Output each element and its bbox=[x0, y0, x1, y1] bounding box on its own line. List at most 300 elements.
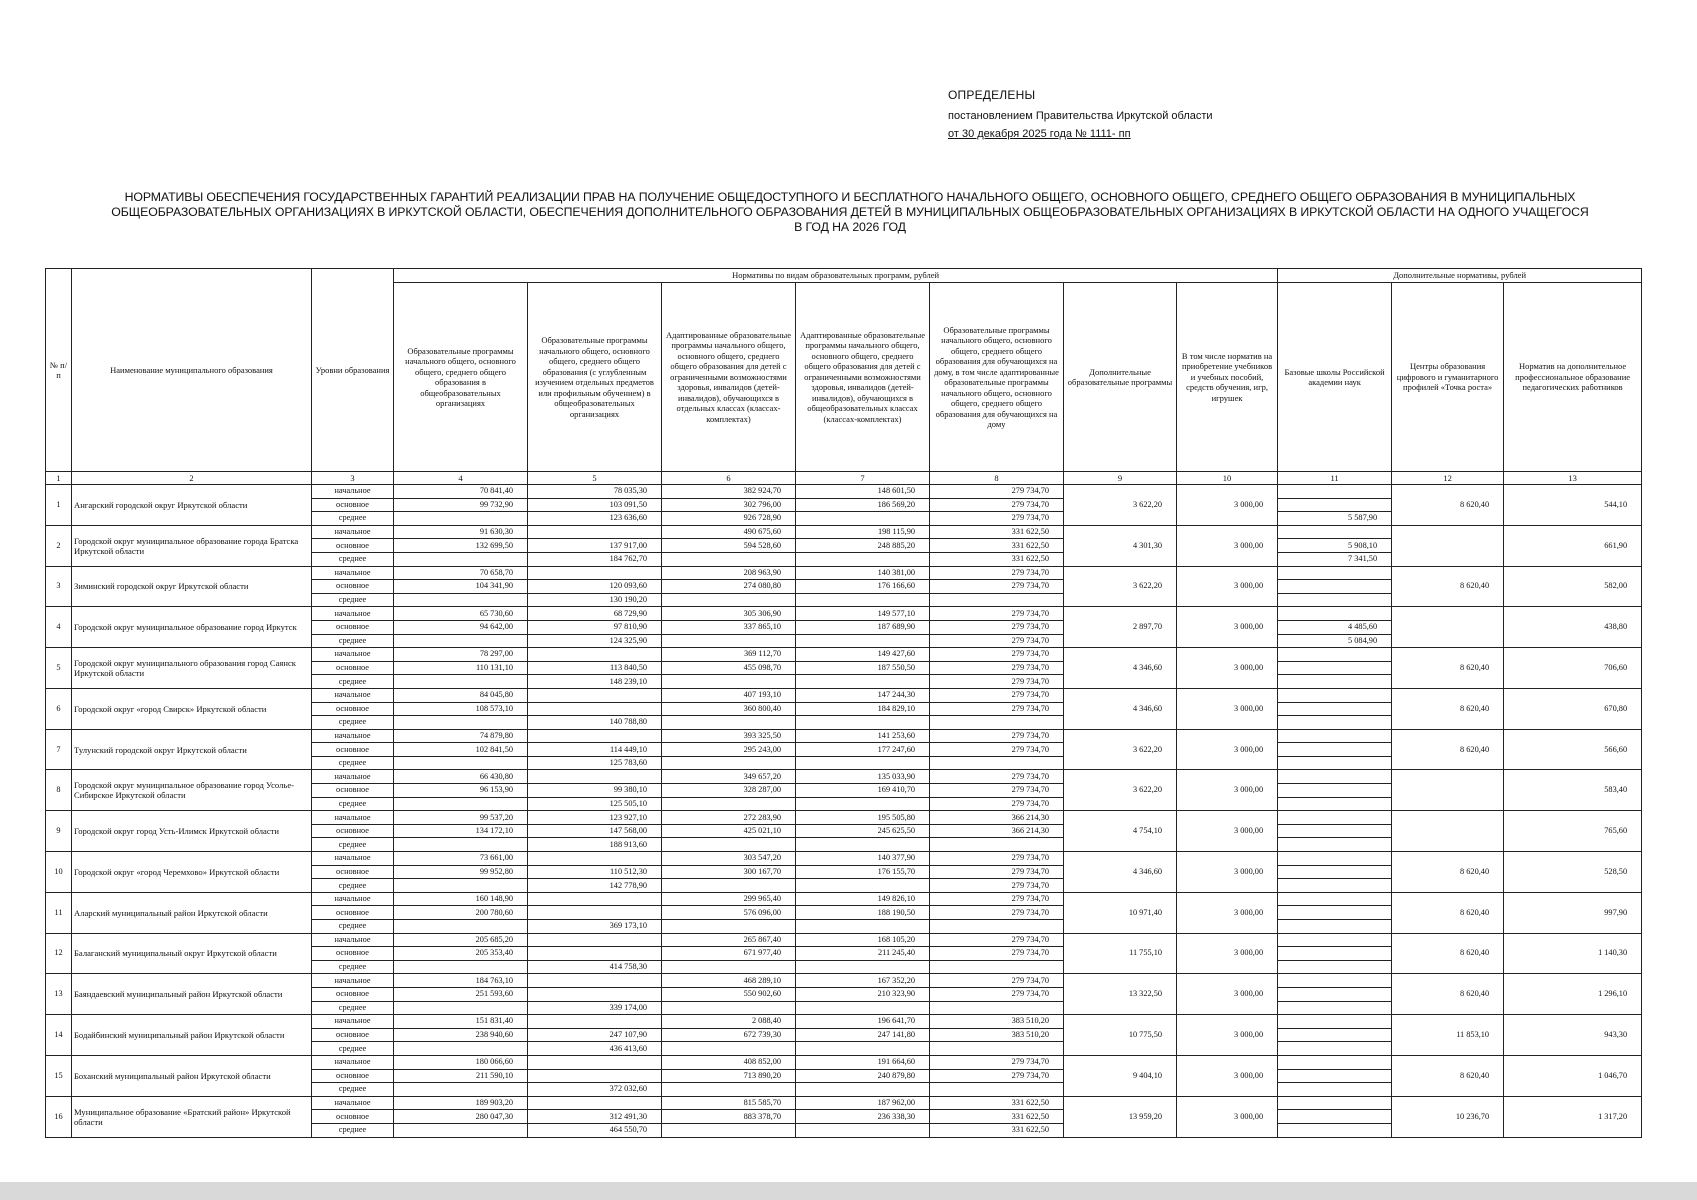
header-col-6: Адаптированные образовательные программы начального общего, основного общего, среднего общего образования для детей с ограниченными возможностями здоровья, инвалидов (детей-инвалидов), обучающихся в отдельных классах (классах-комплектах) bbox=[662, 283, 796, 472]
value-cell-c7: 176 166,60 bbox=[796, 580, 930, 594]
value-cell-c7: 177 247,60 bbox=[796, 743, 930, 757]
value-cell-c12 bbox=[1392, 607, 1504, 648]
value-cell-c5: 372 032,60 bbox=[528, 1083, 662, 1097]
value-cell-c4: 238 940,60 bbox=[394, 1028, 528, 1042]
value-cell-c4: 99 952,80 bbox=[394, 865, 528, 879]
header-level: Уровни образования bbox=[312, 269, 394, 472]
value-cell-c7 bbox=[796, 920, 930, 934]
value-cell-c11 bbox=[1278, 933, 1392, 947]
table-row bbox=[46, 770, 1642, 784]
value-cell-c6 bbox=[662, 716, 796, 730]
education-level: основное bbox=[312, 906, 394, 920]
value-cell-c6: 360 800,40 bbox=[662, 702, 796, 716]
value-cell-c11 bbox=[1278, 1015, 1392, 1029]
value-cell-c7 bbox=[796, 797, 930, 811]
value-cell-c10: 3 000,00 bbox=[1177, 566, 1278, 607]
value-cell-c6 bbox=[662, 593, 796, 607]
value-cell-c8: 279 734,70 bbox=[930, 512, 1064, 526]
table-row bbox=[46, 1055, 1642, 1069]
value-cell-c6: 490 675,60 bbox=[662, 525, 796, 539]
value-cell-c5 bbox=[528, 933, 662, 947]
value-cell-c8 bbox=[930, 960, 1064, 974]
value-cell-c4: 70 841,40 bbox=[394, 485, 528, 499]
value-cell-c6: 302 796,00 bbox=[662, 498, 796, 512]
value-cell-c9: 4 346,60 bbox=[1064, 852, 1177, 893]
value-cell-c5: 120 093,60 bbox=[528, 580, 662, 594]
value-cell-c7 bbox=[796, 552, 930, 566]
value-cell-c8: 279 734,70 bbox=[930, 892, 1064, 906]
education-level: начальное bbox=[312, 566, 394, 580]
value-cell-c11 bbox=[1278, 974, 1392, 988]
value-cell-c6 bbox=[662, 1123, 796, 1137]
value-cell-c8: 279 734,70 bbox=[930, 879, 1064, 893]
education-level: основное bbox=[312, 1069, 394, 1083]
value-cell-c7 bbox=[796, 512, 930, 526]
value-cell-c6: 300 167,70 bbox=[662, 865, 796, 879]
value-cell-c8: 279 734,70 bbox=[930, 1055, 1064, 1069]
value-cell-c7 bbox=[796, 1001, 930, 1015]
title-line-2: ОБЩЕОБРАЗОВАТЕЛЬНЫХ ОРГАНИЗАЦИЯХ В ИРКУТСКОЙ ОБЛАСТИ, ОБЕСПЕЧЕНИЯ ДОПОЛНИТЕЛЬНОГО ОБРАЗОВАНИЯ ДЕТЕЙ В МУНИЦИПАЛЬНЫХ ОБЩЕОБРАЗОВАТЕЛЬНЫХ ОРГАНИЗАЦИЯХ В ИРКУТСКОЙ ОБЛАСТИ НА ОДНОГО УЧАЩЕГОСЯ bbox=[111, 205, 1589, 219]
value-cell-c11 bbox=[1278, 852, 1392, 866]
value-cell-c6: 468 289,10 bbox=[662, 974, 796, 988]
value-cell-c12: 8 620,40 bbox=[1392, 1055, 1504, 1096]
value-cell-c5 bbox=[528, 688, 662, 702]
value-cell-c7: 240 879,80 bbox=[796, 1069, 930, 1083]
value-cell-c6: 594 528,60 bbox=[662, 539, 796, 553]
value-cell-c7: 168 105,20 bbox=[796, 933, 930, 947]
value-cell-c6: 550 902,60 bbox=[662, 987, 796, 1001]
education-level: среднее bbox=[312, 634, 394, 648]
value-cell-c4: 84 045,80 bbox=[394, 688, 528, 702]
value-cell-c8 bbox=[930, 1083, 1064, 1097]
value-cell-c8 bbox=[930, 716, 1064, 730]
norms-table-container bbox=[45, 268, 1642, 1138]
value-cell-c11 bbox=[1278, 920, 1392, 934]
value-cell-c9: 13 322,50 bbox=[1064, 974, 1177, 1015]
value-cell-c11 bbox=[1278, 865, 1392, 879]
education-level: начальное bbox=[312, 688, 394, 702]
value-cell-c4: 70 658,70 bbox=[394, 566, 528, 580]
value-cell-c4: 74 879,80 bbox=[394, 729, 528, 743]
value-cell-c5 bbox=[528, 566, 662, 580]
value-cell-c8: 279 734,70 bbox=[930, 933, 1064, 947]
value-cell-c6: 328 287,00 bbox=[662, 784, 796, 798]
education-level: основное bbox=[312, 784, 394, 798]
value-cell-c5: 140 788,80 bbox=[528, 716, 662, 730]
value-cell-c11 bbox=[1278, 648, 1392, 662]
value-cell-c6: 208 963,90 bbox=[662, 566, 796, 580]
value-cell-c4: 99 732,90 bbox=[394, 498, 528, 512]
table-row bbox=[46, 974, 1642, 988]
value-cell-c7 bbox=[796, 593, 930, 607]
value-cell-c7: 149 577,10 bbox=[796, 607, 930, 621]
value-cell-c5 bbox=[528, 974, 662, 988]
value-cell-c4: 66 430,80 bbox=[394, 770, 528, 784]
row-number: 5 bbox=[46, 648, 72, 689]
value-cell-c8: 331 622,50 bbox=[930, 1096, 1064, 1110]
value-cell-c5 bbox=[528, 852, 662, 866]
value-cell-c7: 148 601,50 bbox=[796, 485, 930, 499]
table-row bbox=[46, 852, 1642, 866]
education-level: начальное bbox=[312, 974, 394, 988]
value-cell-c12: 8 620,40 bbox=[1392, 566, 1504, 607]
value-cell-c8: 279 734,70 bbox=[930, 620, 1064, 634]
value-cell-c4: 205 353,40 bbox=[394, 947, 528, 961]
value-cell-c6 bbox=[662, 920, 796, 934]
value-cell-c5: 125 505,10 bbox=[528, 797, 662, 811]
municipality-name: Городской округ «город Черемхово» Иркутской области bbox=[72, 852, 312, 893]
value-cell-c6: 295 243,00 bbox=[662, 743, 796, 757]
value-cell-c8: 279 734,70 bbox=[930, 688, 1064, 702]
value-cell-c4: 211 590,10 bbox=[394, 1069, 528, 1083]
value-cell-c5: 113 840,50 bbox=[528, 661, 662, 675]
value-cell-c7: 245 625,50 bbox=[796, 824, 930, 838]
row-number: 3 bbox=[46, 566, 72, 607]
value-cell-c5: 247 107,90 bbox=[528, 1028, 662, 1042]
value-cell-c8: 279 734,70 bbox=[930, 865, 1064, 879]
education-level: основное bbox=[312, 987, 394, 1001]
value-cell-c4: 200 780,60 bbox=[394, 906, 528, 920]
education-level: среднее bbox=[312, 1123, 394, 1137]
value-cell-c5: 103 091,50 bbox=[528, 498, 662, 512]
value-cell-c5 bbox=[528, 906, 662, 920]
value-cell-c7: 195 505,80 bbox=[796, 811, 930, 825]
value-cell-c10: 3 000,00 bbox=[1177, 729, 1278, 770]
value-cell-c6: 926 728,90 bbox=[662, 512, 796, 526]
value-cell-c6 bbox=[662, 1001, 796, 1015]
value-cell-c4 bbox=[394, 838, 528, 852]
value-cell-c4: 205 685,20 bbox=[394, 933, 528, 947]
row-number: 15 bbox=[46, 1055, 72, 1096]
row-number: 6 bbox=[46, 688, 72, 729]
page-bottom-edge bbox=[0, 1182, 1697, 1200]
value-cell-c6: 272 283,90 bbox=[662, 811, 796, 825]
value-cell-c5: 142 778,90 bbox=[528, 879, 662, 893]
value-cell-c10: 3 000,00 bbox=[1177, 648, 1278, 689]
value-cell-c6: 2 088,40 bbox=[662, 1015, 796, 1029]
value-cell-c9: 10 775,50 bbox=[1064, 1015, 1177, 1056]
value-cell-c11 bbox=[1278, 784, 1392, 798]
value-cell-c11 bbox=[1278, 1055, 1392, 1069]
value-cell-c11 bbox=[1278, 797, 1392, 811]
value-cell-c7 bbox=[796, 960, 930, 974]
value-cell-c7: 135 033,90 bbox=[796, 770, 930, 784]
value-cell-c4: 132 699,50 bbox=[394, 539, 528, 553]
value-cell-c11 bbox=[1278, 770, 1392, 784]
value-cell-c5: 68 729,90 bbox=[528, 607, 662, 621]
education-level: начальное bbox=[312, 607, 394, 621]
value-cell-c11 bbox=[1278, 607, 1392, 621]
approval-line-1: ОПРЕДЕЛЕНЫ bbox=[948, 88, 1036, 102]
header-col-13: Норматив на дополнительное профессиональное образование педагогических работников bbox=[1504, 283, 1642, 472]
value-cell-c4 bbox=[394, 756, 528, 770]
value-cell-c4: 104 341,90 bbox=[394, 580, 528, 594]
value-cell-c6 bbox=[662, 1042, 796, 1056]
value-cell-c8: 279 734,70 bbox=[930, 729, 1064, 743]
value-cell-c5 bbox=[528, 702, 662, 716]
value-cell-c6: 815 585,70 bbox=[662, 1096, 796, 1110]
value-cell-c5 bbox=[528, 729, 662, 743]
value-cell-c10: 3 000,00 bbox=[1177, 485, 1278, 526]
value-cell-c6: 274 080,80 bbox=[662, 580, 796, 594]
row-number: 14 bbox=[46, 1015, 72, 1056]
education-level: начальное bbox=[312, 933, 394, 947]
value-cell-c6: 672 739,30 bbox=[662, 1028, 796, 1042]
table-row bbox=[46, 525, 1642, 539]
table-row bbox=[46, 688, 1642, 702]
value-cell-c5: 124 325,90 bbox=[528, 634, 662, 648]
row-number: 11 bbox=[46, 892, 72, 933]
value-cell-c11: 5 587,90 bbox=[1278, 512, 1392, 526]
value-cell-c13: 943,30 bbox=[1504, 1015, 1642, 1056]
value-cell-c7 bbox=[796, 634, 930, 648]
value-cell-c8: 279 734,70 bbox=[930, 634, 1064, 648]
value-cell-c10: 3 000,00 bbox=[1177, 770, 1278, 811]
education-level: среднее bbox=[312, 593, 394, 607]
value-cell-c5 bbox=[528, 1096, 662, 1110]
column-number: 6 bbox=[662, 472, 796, 485]
value-cell-c4: 102 841,50 bbox=[394, 743, 528, 757]
value-cell-c9: 3 622,20 bbox=[1064, 566, 1177, 607]
value-cell-c9: 13 959,20 bbox=[1064, 1096, 1177, 1137]
table-row bbox=[46, 485, 1642, 499]
value-cell-c9: 4 346,60 bbox=[1064, 688, 1177, 729]
education-level: основное bbox=[312, 824, 394, 838]
education-level: начальное bbox=[312, 729, 394, 743]
education-level: среднее bbox=[312, 675, 394, 689]
municipality-name: Аларский муниципальный район Иркутской области bbox=[72, 892, 312, 933]
value-cell-c8: 331 622,50 bbox=[930, 1110, 1064, 1124]
value-cell-c6 bbox=[662, 797, 796, 811]
value-cell-c7 bbox=[796, 1123, 930, 1137]
table-row bbox=[46, 1096, 1642, 1110]
value-cell-c7: 186 569,20 bbox=[796, 498, 930, 512]
value-cell-c11 bbox=[1278, 743, 1392, 757]
value-cell-c4 bbox=[394, 1001, 528, 1015]
column-number: 3 bbox=[312, 472, 394, 485]
value-cell-c4 bbox=[394, 512, 528, 526]
value-cell-c9: 4 346,60 bbox=[1064, 648, 1177, 689]
value-cell-c11 bbox=[1278, 960, 1392, 974]
value-cell-c7: 167 352,20 bbox=[796, 974, 930, 988]
value-cell-c4: 110 131,10 bbox=[394, 661, 528, 675]
value-cell-c10: 3 000,00 bbox=[1177, 1096, 1278, 1137]
table-row bbox=[46, 1015, 1642, 1029]
value-cell-c11: 5 908,10 bbox=[1278, 539, 1392, 553]
value-cell-c8: 383 510,20 bbox=[930, 1015, 1064, 1029]
value-cell-c4: 280 047,30 bbox=[394, 1110, 528, 1124]
header-col-11: Базовые школы Российской академии наук bbox=[1278, 283, 1392, 472]
value-cell-c8: 279 734,70 bbox=[930, 702, 1064, 716]
value-cell-c5 bbox=[528, 648, 662, 662]
municipality-name: Боханский муниципальный район Иркутской области bbox=[72, 1055, 312, 1096]
value-cell-c8: 279 734,70 bbox=[930, 770, 1064, 784]
municipality-name: Зиминский городской округ Иркутской области bbox=[72, 566, 312, 607]
table-row bbox=[46, 811, 1642, 825]
municipality-name: Муниципальное образование «Братский район» Иркутской области bbox=[72, 1096, 312, 1137]
value-cell-c5: 436 413,60 bbox=[528, 1042, 662, 1056]
value-cell-c7: 236 338,30 bbox=[796, 1110, 930, 1124]
education-level: среднее bbox=[312, 797, 394, 811]
value-cell-c5: 78 035,30 bbox=[528, 485, 662, 499]
education-level: основное bbox=[312, 865, 394, 879]
value-cell-c12: 8 620,40 bbox=[1392, 485, 1504, 526]
value-cell-c8 bbox=[930, 1042, 1064, 1056]
value-cell-c8: 279 734,70 bbox=[930, 797, 1064, 811]
value-cell-c4 bbox=[394, 593, 528, 607]
value-cell-c10: 3 000,00 bbox=[1177, 974, 1278, 1015]
table-header bbox=[46, 269, 1642, 485]
value-cell-c6 bbox=[662, 1083, 796, 1097]
value-cell-c7: 191 664,60 bbox=[796, 1055, 930, 1069]
value-cell-c5: 369 173,10 bbox=[528, 920, 662, 934]
document-title bbox=[30, 190, 1670, 235]
value-cell-c5 bbox=[528, 1015, 662, 1029]
column-number: 4 bbox=[394, 472, 528, 485]
row-number: 16 bbox=[46, 1096, 72, 1137]
value-cell-c11 bbox=[1278, 716, 1392, 730]
value-cell-c10: 3 000,00 bbox=[1177, 1055, 1278, 1096]
education-level: среднее bbox=[312, 960, 394, 974]
value-cell-c11 bbox=[1278, 661, 1392, 675]
value-cell-c11 bbox=[1278, 892, 1392, 906]
value-cell-c9: 9 404,10 bbox=[1064, 1055, 1177, 1096]
column-number: 9 bbox=[1064, 472, 1177, 485]
value-cell-c11: 7 341,50 bbox=[1278, 552, 1392, 566]
value-cell-c6: 407 193,10 bbox=[662, 688, 796, 702]
education-level: основное bbox=[312, 1028, 394, 1042]
value-cell-c5: 125 783,60 bbox=[528, 756, 662, 770]
education-level: основное bbox=[312, 620, 394, 634]
value-cell-c7 bbox=[796, 675, 930, 689]
value-cell-c8: 279 734,70 bbox=[930, 580, 1064, 594]
row-number: 1 bbox=[46, 485, 72, 526]
education-level: начальное bbox=[312, 1096, 394, 1110]
value-cell-c8: 383 510,20 bbox=[930, 1028, 1064, 1042]
value-cell-c7: 211 245,40 bbox=[796, 947, 930, 961]
value-cell-c5 bbox=[528, 947, 662, 961]
value-cell-c7: 176 155,70 bbox=[796, 865, 930, 879]
table-row bbox=[46, 607, 1642, 621]
value-cell-c12: 11 853,10 bbox=[1392, 1015, 1504, 1056]
education-level: среднее bbox=[312, 879, 394, 893]
education-level: основное bbox=[312, 498, 394, 512]
value-cell-c11 bbox=[1278, 485, 1392, 499]
value-cell-c13: 528,50 bbox=[1504, 852, 1642, 893]
value-cell-c4: 184 763,10 bbox=[394, 974, 528, 988]
value-cell-c6 bbox=[662, 634, 796, 648]
value-cell-c13: 582,00 bbox=[1504, 566, 1642, 607]
header-number: № п/п bbox=[46, 269, 72, 472]
header-municipality: Наименование муниципального образования bbox=[72, 269, 312, 472]
row-number: 13 bbox=[46, 974, 72, 1015]
value-cell-c8: 279 734,70 bbox=[930, 485, 1064, 499]
value-cell-c6: 337 865,10 bbox=[662, 620, 796, 634]
header-col-5: Образовательные программы начального общего, основного общего, среднего общего образования (с углубленным изучением отдельных предметов или профильным обучением) в общеобразовательных организациях bbox=[528, 283, 662, 472]
value-cell-c4: 251 593,60 bbox=[394, 987, 528, 1001]
value-cell-c5 bbox=[528, 525, 662, 539]
header-col-10: В том числе норматив на приобретение учебников и учебных пособий, средств обучения, игр, игрушек bbox=[1177, 283, 1278, 472]
value-cell-c4: 180 066,60 bbox=[394, 1055, 528, 1069]
value-cell-c5: 188 913,60 bbox=[528, 838, 662, 852]
value-cell-c11 bbox=[1278, 702, 1392, 716]
value-cell-c7: 184 829,10 bbox=[796, 702, 930, 716]
value-cell-c7: 149 826,10 bbox=[796, 892, 930, 906]
value-cell-c10: 3 000,00 bbox=[1177, 811, 1278, 852]
value-cell-c6 bbox=[662, 756, 796, 770]
education-level: основное bbox=[312, 947, 394, 961]
value-cell-c13: 1 140,30 bbox=[1504, 933, 1642, 974]
value-cell-c10: 3 000,00 bbox=[1177, 892, 1278, 933]
value-cell-c11 bbox=[1278, 580, 1392, 594]
education-level: начальное bbox=[312, 648, 394, 662]
column-number: 12 bbox=[1392, 472, 1504, 485]
approval-line-2: постановлением Правительства Иркутской области bbox=[948, 110, 1213, 122]
value-cell-c6: 369 112,70 bbox=[662, 648, 796, 662]
value-cell-c7: 248 885,20 bbox=[796, 539, 930, 553]
value-cell-c9: 3 622,20 bbox=[1064, 729, 1177, 770]
value-cell-c5 bbox=[528, 1069, 662, 1083]
row-number: 9 bbox=[46, 811, 72, 852]
value-cell-c12: 8 620,40 bbox=[1392, 648, 1504, 689]
value-cell-c12 bbox=[1392, 811, 1504, 852]
value-cell-c11 bbox=[1278, 906, 1392, 920]
value-cell-c6 bbox=[662, 675, 796, 689]
value-cell-c10: 3 000,00 bbox=[1177, 933, 1278, 974]
value-cell-c5: 110 512,30 bbox=[528, 865, 662, 879]
value-cell-c7 bbox=[796, 838, 930, 852]
value-cell-c5: 147 568,00 bbox=[528, 824, 662, 838]
value-cell-c12: 8 620,40 bbox=[1392, 688, 1504, 729]
value-cell-c7: 188 190,50 bbox=[796, 906, 930, 920]
value-cell-c4: 91 630,30 bbox=[394, 525, 528, 539]
value-cell-c5: 97 810,90 bbox=[528, 620, 662, 634]
value-cell-c11 bbox=[1278, 566, 1392, 580]
table-row bbox=[46, 933, 1642, 947]
value-cell-c5: 137 917,00 bbox=[528, 539, 662, 553]
value-cell-c5 bbox=[528, 770, 662, 784]
column-number: 1 bbox=[46, 472, 72, 485]
value-cell-c8: 279 734,70 bbox=[930, 743, 1064, 757]
table-body bbox=[46, 485, 1642, 1138]
value-cell-c11 bbox=[1278, 593, 1392, 607]
value-cell-c4: 151 831,40 bbox=[394, 1015, 528, 1029]
value-cell-c6: 393 325,50 bbox=[662, 729, 796, 743]
education-level: начальное bbox=[312, 892, 394, 906]
education-level: начальное bbox=[312, 852, 394, 866]
value-cell-c6: 382 924,70 bbox=[662, 485, 796, 499]
row-number: 2 bbox=[46, 525, 72, 566]
value-cell-c13: 583,40 bbox=[1504, 770, 1642, 811]
value-cell-c11 bbox=[1278, 525, 1392, 539]
value-cell-c8: 331 622,50 bbox=[930, 552, 1064, 566]
header-col-12: Центры образования цифрового и гуманитарного профилей «Точка роста» bbox=[1392, 283, 1504, 472]
column-number: 2 bbox=[72, 472, 312, 485]
value-cell-c8: 279 734,70 bbox=[930, 498, 1064, 512]
value-cell-c11 bbox=[1278, 729, 1392, 743]
value-cell-c9: 11 755,10 bbox=[1064, 933, 1177, 974]
value-cell-c4 bbox=[394, 1042, 528, 1056]
header-group-main: Нормативы по видам образовательных программ, рублей bbox=[394, 269, 1278, 283]
value-cell-c11 bbox=[1278, 498, 1392, 512]
value-cell-c7 bbox=[796, 716, 930, 730]
municipality-name: Городской округ муниципальное образование город Иркутск bbox=[72, 607, 312, 648]
value-cell-c8: 366 214,30 bbox=[930, 811, 1064, 825]
value-cell-c11 bbox=[1278, 1083, 1392, 1097]
value-cell-c7: 187 689,90 bbox=[796, 620, 930, 634]
value-cell-c4 bbox=[394, 1083, 528, 1097]
municipality-name: Городской округ «город Свирск» Иркутской области bbox=[72, 688, 312, 729]
